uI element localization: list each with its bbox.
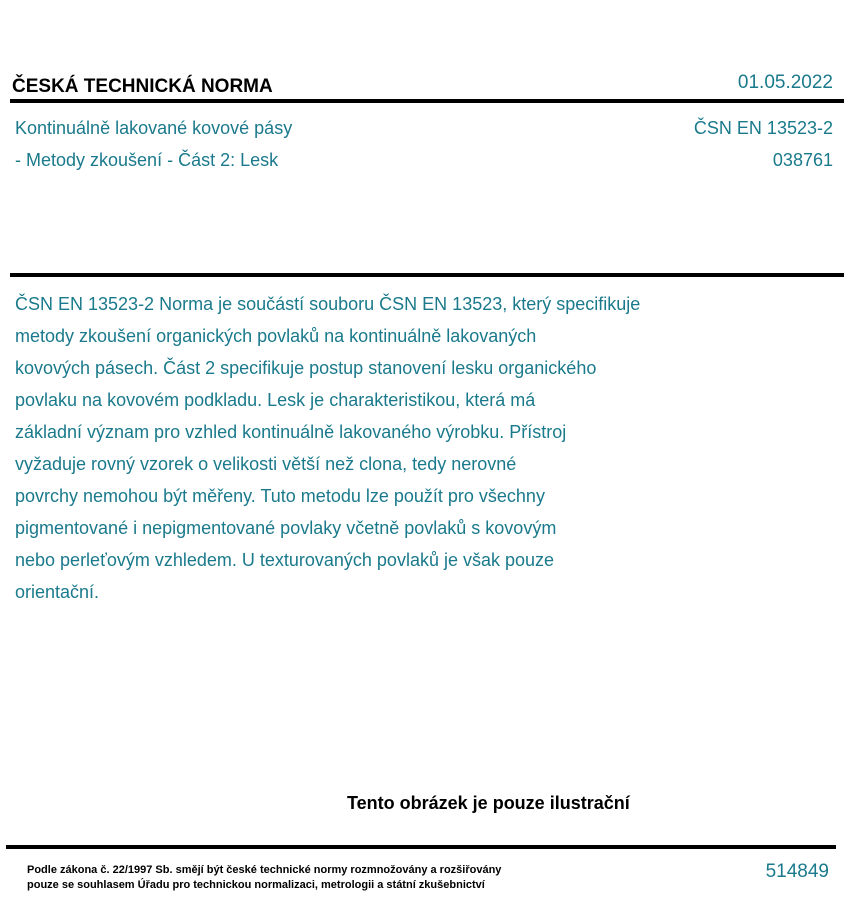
abstract-line: povlaku na kovovém podkladu. Lesk je charakteristikou, která má [15, 390, 536, 410]
copyright-line: pouze se souhlasem Úřadu pro technickou normalizaci, metrologii a státní zkušebnictví [27, 879, 485, 891]
abstract-line: nebo perleťovým vzhledem. U texturovaných povlaků je však pouze [15, 550, 555, 570]
standard-code: ČSN EN 13523-2 [693, 118, 833, 138]
abstract-line: ČSN EN 13523-2 Norma je součástí souboru ČSN EN 13523, který specifikuje [15, 294, 641, 314]
footer-divider [6, 845, 836, 849]
copyright-line: Podle zákona č. 22/1997 Sb. smějí být české technické normy rozmnožovány a rozšiřovány [27, 864, 502, 876]
copyright-notice [27, 863, 501, 893]
abstract-line: orientační. [15, 582, 100, 602]
illustration-disclaimer: Tento obrázek je pouze ilustrační [347, 793, 630, 813]
abstract-line: metody zkoušení organických povlaků na kontinuálně lakovaných [15, 326, 537, 346]
standard-title-line-2: - Metody zkoušení - Část 2: Lesk [15, 150, 279, 170]
header-divider [10, 99, 844, 103]
document-type-heading: ČESKÁ TECHNICKÁ NORMA [12, 76, 273, 97]
abstract-text [15, 288, 775, 608]
publication-date: 01.05.2022 [737, 72, 833, 93]
standard-title-line-1: Kontinuálně lakované kovové pásy [15, 118, 293, 138]
abstract-line: vyžaduje rovný vzorek o velikosti větší než clona, tedy nerovné [15, 454, 517, 474]
abstract-line: pigmentované i nepigmentované povlaky včetně povlaků s kovovým [15, 518, 557, 538]
abstract-line: povrchy nemohou být měřeny. Tuto metodu lze použít pro všechny [15, 486, 545, 506]
catalog-number: 038761 [772, 150, 833, 170]
abstract-line: kovových pásech. Část 2 specifikuje postup stanovení lesku organického [15, 358, 597, 378]
abstract-line: základní význam pro vzhled kontinuálně lakovaného výrobku. Přístroj [15, 422, 567, 442]
section-divider [10, 273, 844, 277]
document-number: 514849 [765, 861, 829, 882]
